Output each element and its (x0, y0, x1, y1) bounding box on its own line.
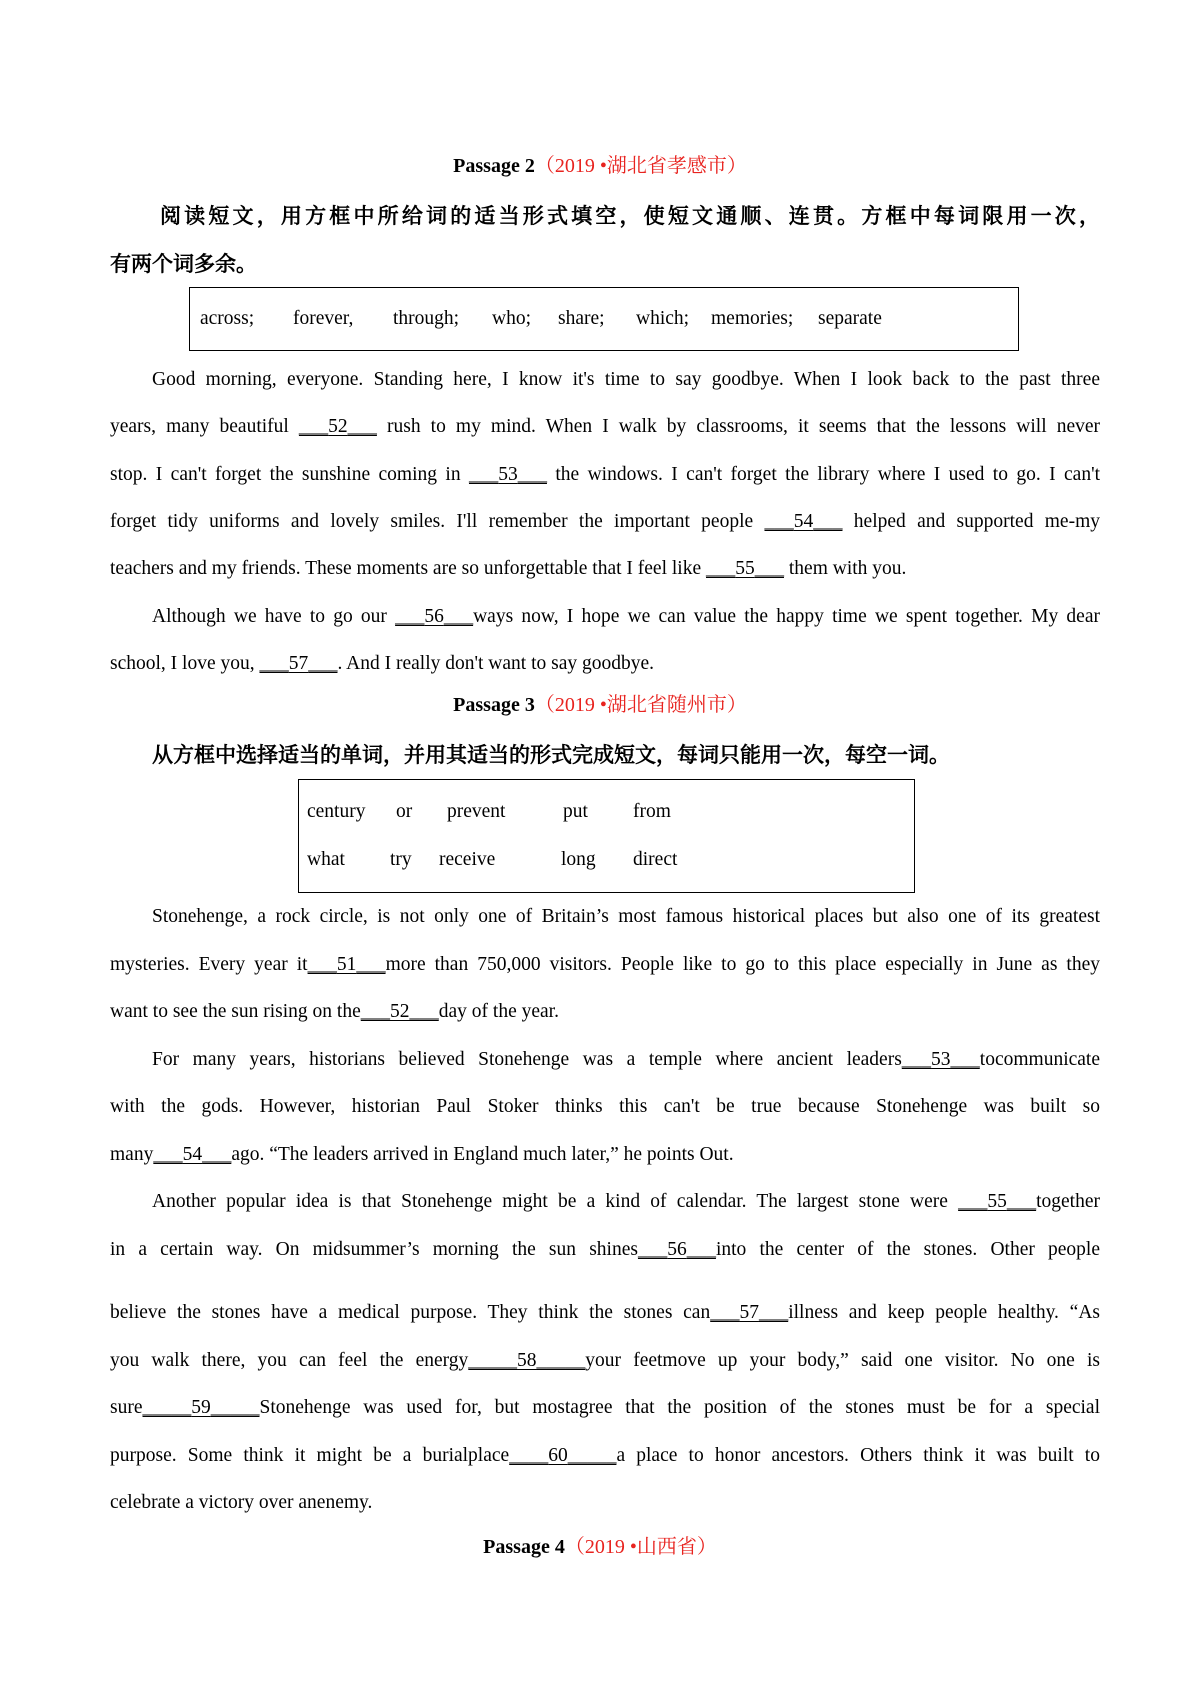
word: what (307, 849, 345, 870)
blank-59[interactable]: _____59_____ (142, 1397, 260, 1418)
passage3-text-line: Another popular idea is that Stonehenge might be a kind of calendar. The largest stone were ___55___together (152, 1187, 1100, 1217)
blank-55[interactable]: ___55___ (958, 1191, 1037, 1212)
passage3-text-line: mysteries. Every year it___51___more than 750,000 visitors. People like to go to this place especially in June as they (110, 950, 1100, 980)
passage3-text-line: celebrate a victory over anenemy. (110, 1492, 373, 1513)
word: receive (439, 849, 496, 870)
blank-60[interactable]: ____60_____ (509, 1445, 617, 1466)
passage3-text-line: you walk there, you can feel the energy_____58_____your feetmove up your body,” said one visitor. No one is (110, 1346, 1100, 1376)
blank-51[interactable]: ___51___ (307, 954, 386, 975)
passage2-title: Passage 2 (453, 155, 535, 177)
passage2-text-line: stop. I can't forget the sunshine coming in ___53___ the windows. I can't forget the library where I used to go. I can't (110, 460, 1100, 490)
blank-53[interactable]: ___53___ (901, 1049, 980, 1070)
blank-54[interactable]: ___54___ (764, 511, 843, 532)
word: through; (393, 308, 460, 329)
word: try (390, 849, 412, 870)
blank-56[interactable]: ___56___ (637, 1239, 716, 1260)
blank-54[interactable]: ___54___ (153, 1144, 232, 1165)
blank-56[interactable]: ___56___ (395, 606, 474, 627)
passage3-text-line: sure_____59_____Stonehenge was used for, but mostagree that the position of the stones must be for a special (110, 1393, 1100, 1423)
passage3-text-line: many___54___ago. “The leaders arrived in England much later,” he points Out. (110, 1140, 1100, 1170)
passage2-word-box (189, 287, 1019, 351)
word: put (563, 801, 588, 822)
word: which; (636, 308, 690, 329)
passage4-source: （2019 •山西省） (564, 1536, 717, 1558)
passage3-text-line: purpose. Some think it might be a burialplace____60_____a place to honor ancestors. Others think it was built to (110, 1441, 1100, 1471)
word: prevent (447, 801, 506, 822)
passage3-instruction: 从方框中选择适当的单词，并用其适当的形式完成短文，每词只能用一次，每空一词。 (152, 743, 950, 767)
passage2-source: （2019 •湖北省孝感市） (534, 155, 747, 177)
blank-57[interactable]: ___57___ (710, 1302, 789, 1323)
passage2-heading (0, 152, 1200, 180)
word: from (633, 801, 671, 822)
passage2-instruction-line2: 有两个词多余。 (110, 252, 257, 276)
passage3-text-line: want to see the sun rising on the___52___day of the year. (110, 997, 1100, 1027)
passage2-text-line: Although we have to go our ___56___ways now, I hope we can value the happy time we spent together. My dear (152, 602, 1100, 632)
blank-53[interactable]: ___53___ (468, 464, 547, 485)
passage2-text-line: years, many beautiful ___52___ rush to my mind. When I walk by classrooms, it seems that the lessons will never (110, 412, 1100, 442)
word: separate (818, 308, 882, 329)
passage3-text-line: For many years, historians believed Stonehenge was a temple where ancient leaders___53___tocommunicate (152, 1045, 1100, 1075)
word: or (396, 801, 413, 822)
blank-58[interactable]: _____58_____ (468, 1350, 586, 1371)
word: who; (492, 308, 531, 329)
blank-52[interactable]: ___52___ (298, 416, 377, 437)
passage3-source: （2019 •湖北省随州市） (534, 694, 747, 716)
word: share; (558, 308, 605, 329)
passage4-heading (0, 1533, 1200, 1561)
passage3-title: Passage 3 (453, 694, 535, 716)
passage2-text-line: school, I love you, ___57___. And I really don't want to say goodbye. (110, 649, 1100, 679)
word: direct (633, 849, 678, 870)
passage3-text-line: Stonehenge, a rock circle, is not only one of Britain’s most famous historical places but also one of its greatest (152, 906, 1100, 927)
word: forever, (293, 308, 354, 329)
passage3-word-box (298, 779, 915, 893)
word: century (307, 801, 366, 822)
passage2-text-line: Good morning, everyone. Standing here, I know it's time to say goodbye. When I look back to the past three (152, 369, 1100, 390)
passage3-text-line: with the gods. However, historian Paul Stoker thinks this can't be true because Stonehenge was built so (110, 1096, 1100, 1117)
word: long (561, 849, 596, 870)
passage2-text-line: teachers and my friends. These moments are so unforgettable that I feel like ___55___ them with you. (110, 554, 1100, 584)
passage3-text-line: believe the stones have a medical purpose. They think the stones can___57___illness and keep people healthy. “As (110, 1298, 1100, 1328)
word: memories; (711, 308, 794, 329)
word: across; (200, 308, 255, 329)
passage2-text-line: forget tidy uniforms and lovely smiles. I'll remember the important people ___54___ helped and supported me-my (110, 507, 1100, 537)
blank-57[interactable]: ___57___ (259, 653, 338, 674)
passage2-instruction-line1: 阅读短文，用方框中所给词的适当形式填空，使短文通顺、连贯。方框中每词限用一次， (160, 204, 1100, 228)
passage3-heading (0, 691, 1200, 719)
blank-52[interactable]: ___52___ (360, 1001, 439, 1022)
passage3-text-line: in a certain way. On midsummer’s morning the sun shines___56___into the center of the stones. Other people (110, 1235, 1100, 1265)
passage4-title: Passage 4 (483, 1536, 565, 1558)
blank-55[interactable]: ___55___ (706, 558, 784, 579)
